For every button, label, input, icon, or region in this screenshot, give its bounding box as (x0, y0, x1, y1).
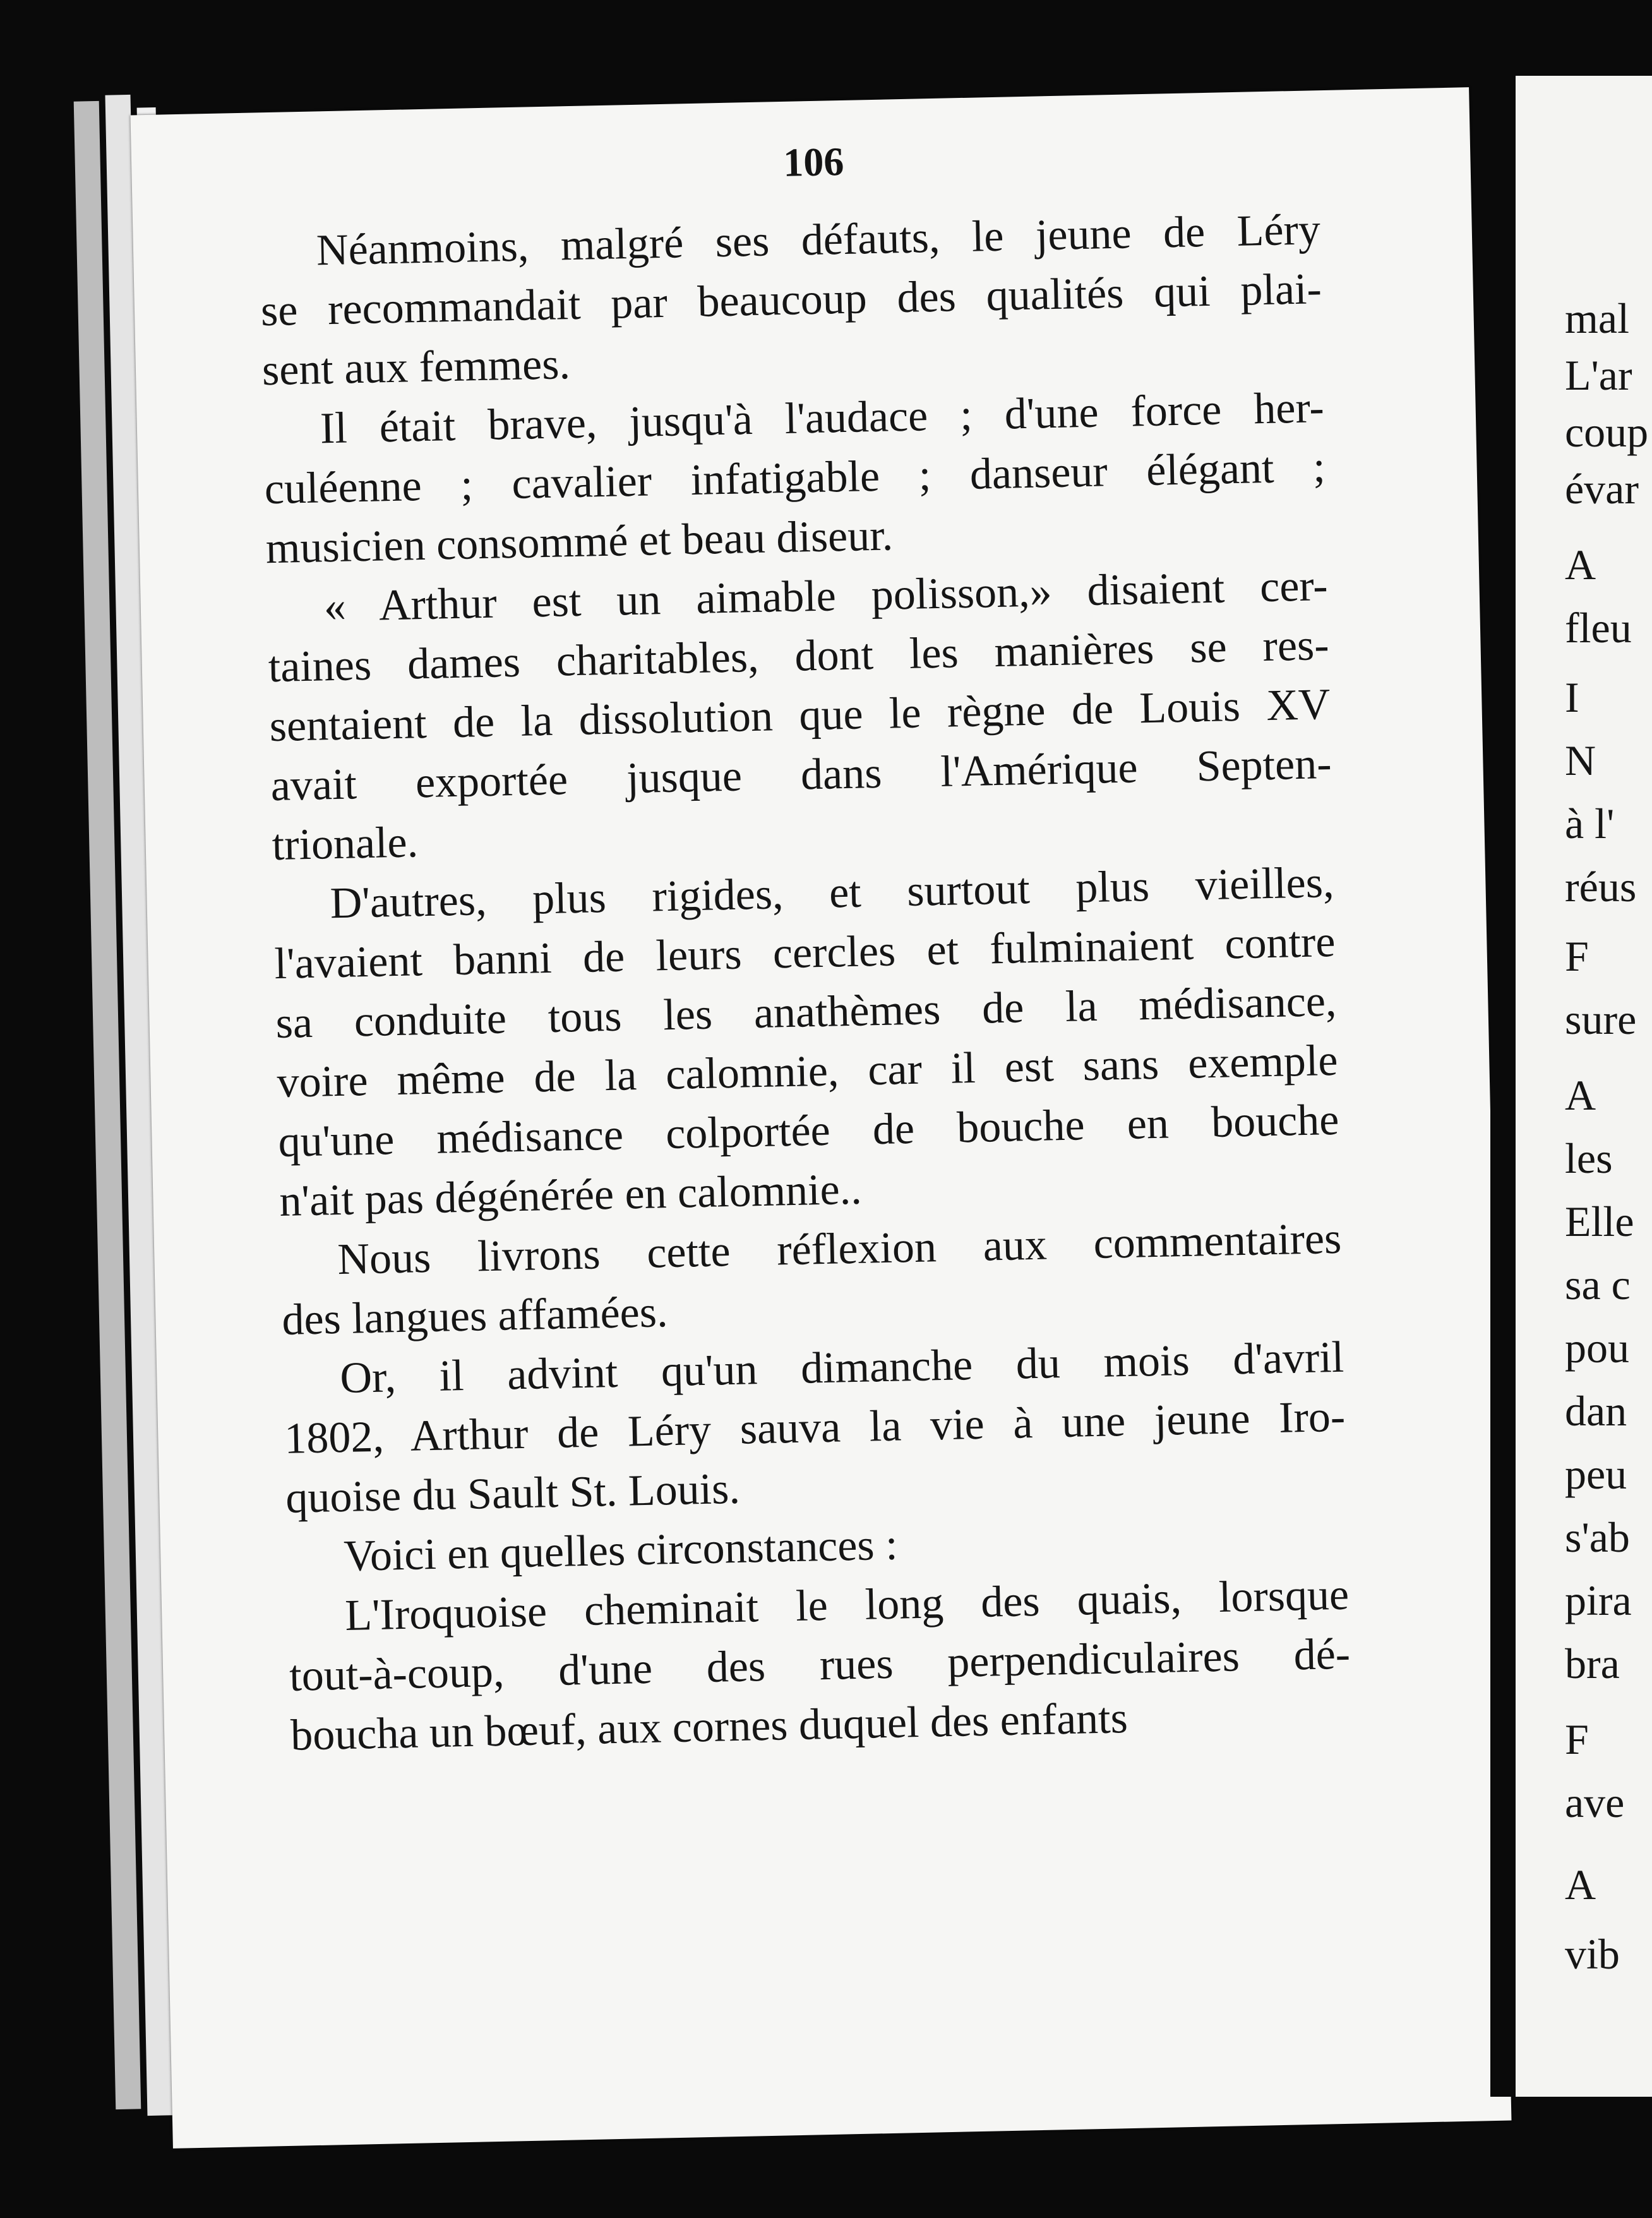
right-page-fragment: pou (1565, 1324, 1629, 1372)
right-page-fragment: Elle (1565, 1197, 1634, 1245)
paragraph (266, 556, 1333, 875)
text-line: sa conduite tous les anathèmes de la médisance, (275, 976, 1338, 1048)
text-line: sentaient de la dissolution que le règne de Louis XV (269, 680, 1331, 752)
text-line: trionale. (271, 818, 419, 870)
right-page-fragment: réus (1565, 863, 1637, 911)
right-page-fragment: les (1565, 1134, 1613, 1182)
right-page-fragment: L'ar (1565, 351, 1632, 399)
text-line: musicien consommé et beau diseur. (265, 511, 894, 573)
text-line: n'ait pas dégénérée en calomnie.. (278, 1165, 863, 1226)
text-line: qu'une médisance colportée de bouche en bouche (277, 1095, 1340, 1166)
right-page-fragment: évar (1565, 465, 1639, 513)
right-page-fragment: bra (1565, 1640, 1620, 1687)
text-line: sent aux femmes. (261, 340, 571, 395)
text-line: culéenne ; cavalier infatigable ; danseur élégant ; (264, 443, 1326, 514)
right-page-fragment: sa c (1565, 1261, 1631, 1309)
right-page-fragment: A (1565, 1861, 1596, 1909)
paragraph (280, 1209, 1344, 1350)
text-line: L'Iroquoise cheminait le long des quais, lorsque (344, 1570, 1350, 1640)
text-line: boucha un bœuf, aux cornes duquel des enfants (290, 1694, 1128, 1760)
right-page-fragment: mal (1565, 294, 1629, 342)
right-page-fragment: N (1565, 736, 1596, 784)
right-page-fragment: A (1565, 1071, 1596, 1119)
paragraph (283, 1328, 1348, 1528)
text-line: Il était brave, jusqu'à l'audace ; d'une force her- (320, 383, 1325, 453)
text-line: quoise du Sault St. Louis. (285, 1464, 741, 1523)
page-number: 106 (782, 138, 845, 185)
text-line: taines dames charitables, dont les manières se res- (268, 620, 1330, 692)
right-page-fragment: A (1565, 541, 1596, 589)
right-page-fragment: I (1565, 673, 1579, 721)
right-page-fragment: peu (1565, 1450, 1627, 1498)
text-line: « Arthur est un aimable polisson,» disaient cer- (323, 561, 1329, 632)
gutter (1490, 69, 1516, 2097)
right-page-fragment: vib (1565, 1930, 1620, 1978)
text-line: Nous livrons cette réflexion aux commentaires (337, 1214, 1342, 1285)
page-text-block (258, 128, 1352, 1766)
right-page-fragment: F (1565, 1715, 1589, 1763)
right-page-fragment: pira (1565, 1576, 1632, 1624)
text-line: voire même de la calomnie, car il est sans exemple (276, 1036, 1339, 1108)
right-page-fragment: fleu (1565, 604, 1632, 652)
text-line: Or, il advint qu'un dimanche du mois d'avril (339, 1333, 1344, 1403)
paragraph (287, 1566, 1352, 1766)
right-page-fragment: coup (1565, 408, 1649, 456)
right-page-fragment: dan (1565, 1387, 1627, 1435)
left-page (131, 87, 1512, 2149)
right-page-fragment: sure (1565, 995, 1637, 1043)
page-body (259, 200, 1352, 1766)
right-page-fragment: s'ab (1565, 1513, 1630, 1561)
paragraph (259, 200, 1324, 400)
paragraph (263, 378, 1327, 578)
text-line: Voici en quelles circonstances : (343, 1520, 899, 1581)
text-line: D'autres, plus rigides, et surtout plus vieilles, (329, 858, 1335, 928)
text-line: avait exportée jusque dans l'Amérique Septen- (270, 739, 1332, 811)
text-line: Néanmoins, malgré ses défauts, le jeune de Léry (316, 205, 1321, 275)
text-line: l'avaient banni de leurs cercles et fulminaient contre (273, 917, 1336, 989)
paragraph (273, 853, 1341, 1232)
text-line: 1802, Arthur de Léry sauva la vie à une jeune Iro- (284, 1392, 1346, 1463)
right-page-fragment: à l' (1565, 800, 1615, 848)
text-line: des langues affamées. (281, 1288, 669, 1345)
right-page-fragment: F (1565, 932, 1589, 980)
right-page-fragment: ave (1565, 1778, 1625, 1826)
text-line: se recommandait par beaucoup des qualités qui plai- (260, 265, 1322, 336)
text-line: tout-à-coup, d'une des rues perpendiculaires dé- (289, 1629, 1351, 1701)
